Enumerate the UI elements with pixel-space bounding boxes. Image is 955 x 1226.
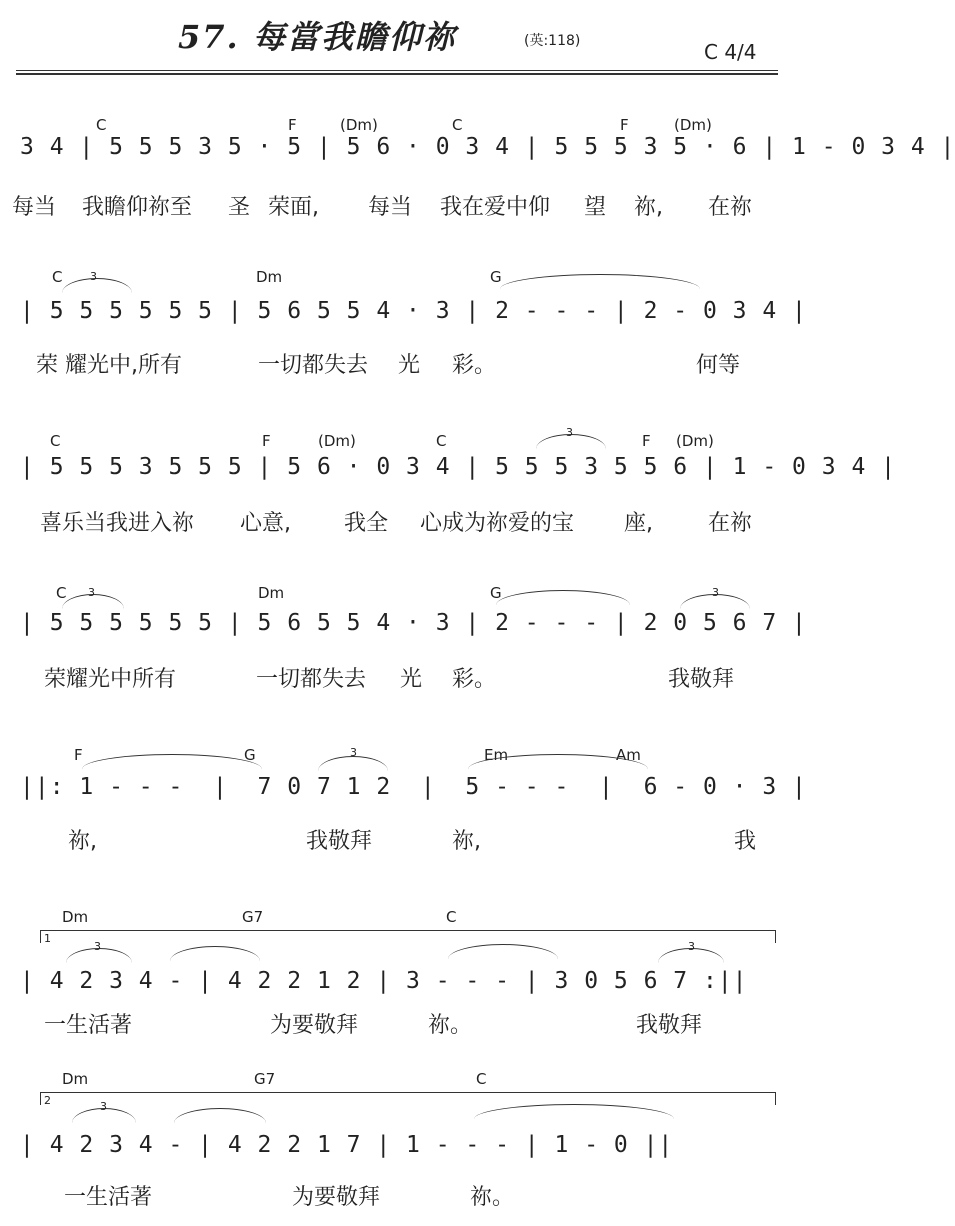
lyric: 我敬拜 xyxy=(636,1013,703,1038)
song-title: 57. 每當我瞻仰祢 xyxy=(178,18,457,56)
chord-row xyxy=(0,432,794,450)
lyric: 为要敬拜 xyxy=(292,1185,381,1210)
lyric: 祢, xyxy=(634,195,663,220)
lyric: 祢, xyxy=(452,829,481,854)
volta-bracket xyxy=(40,930,776,943)
chord-row xyxy=(0,1070,794,1088)
triplet-mark: 3 xyxy=(100,1100,107,1113)
volta-bracket xyxy=(40,1092,776,1105)
notation-row: | 4 2 3 4 - | 4 2 2 1 2 | 3 - - - | 3 0 5 6 7 :|| xyxy=(20,968,748,994)
lyric: 座, xyxy=(624,511,653,536)
lyric: 我敬拜 xyxy=(668,667,735,692)
triplet-mark: 3 xyxy=(566,426,573,439)
chord: F xyxy=(642,432,651,450)
lyric-row xyxy=(0,506,794,536)
lyric-row xyxy=(0,824,794,854)
chord: C xyxy=(446,908,457,926)
chord: C xyxy=(436,432,447,450)
key-signature: C 4/4 xyxy=(704,40,757,64)
chord: F xyxy=(262,432,271,450)
lyric: 荣面, xyxy=(268,195,319,220)
chord: F xyxy=(288,116,297,134)
lyric: 每当 xyxy=(12,195,57,220)
lyric: 圣 xyxy=(228,195,251,220)
chord-row xyxy=(0,584,794,602)
notation-row: ||: 1 - - - | 7 0 7 1 2 | 5 - - - | 6 - 0 · 3 | xyxy=(20,774,807,800)
chord: Dm xyxy=(256,268,283,286)
chord: Dm xyxy=(258,584,285,602)
triplet-mark: 3 xyxy=(712,586,719,599)
notation-row: | 5 5 5 5 5 5 | 5 6 5 5 4 · 3 | 2 - - - | 2 - 0 3 4 | xyxy=(20,298,807,324)
chord: (Dm) xyxy=(674,116,712,134)
lyric-row xyxy=(0,190,794,220)
lyric: 望 xyxy=(584,195,607,220)
chord: G xyxy=(244,746,256,764)
chord-row xyxy=(0,908,794,926)
lyric: 我敬拜 xyxy=(306,829,373,854)
chord: C xyxy=(96,116,107,134)
lyric: 我瞻仰祢至 xyxy=(82,195,193,220)
lyric: 在祢 xyxy=(708,195,753,220)
chord: C xyxy=(476,1070,487,1088)
lyric: 何等 xyxy=(696,353,741,378)
lyric-row xyxy=(0,1180,794,1210)
lyric: 我 xyxy=(734,829,757,854)
chord: F xyxy=(74,746,83,764)
lyric: 每当 xyxy=(368,195,413,220)
chord: C xyxy=(50,432,61,450)
lyric: 为要敬拜 xyxy=(270,1013,359,1038)
lyric: 一生活著 xyxy=(64,1185,153,1210)
chord: F xyxy=(620,116,629,134)
triplet-mark: 3 xyxy=(88,586,95,599)
tie xyxy=(170,946,260,961)
chord: Em xyxy=(484,746,509,764)
lyric: 喜乐当我进入祢 xyxy=(40,511,195,536)
triplet-mark: 3 xyxy=(688,940,695,953)
chord: (Dm) xyxy=(676,432,714,450)
notation-row: 3 4 | 5 5 5 3 5 · 5 | 5 6 · 0 3 4 | 5 5 5 3 5 · 6 | 1 - 0 3 4 | xyxy=(20,134,955,160)
lyric: 光 xyxy=(398,353,421,378)
lyric: 一切都失去 xyxy=(258,353,369,378)
lyric: 心意, xyxy=(240,511,291,536)
chord-row xyxy=(0,116,794,134)
song-reference: (英:118) xyxy=(524,33,581,49)
title-rule xyxy=(16,70,778,75)
chord: G xyxy=(490,268,502,286)
lyric: 光 xyxy=(400,667,423,692)
chord: (Dm) xyxy=(318,432,356,450)
lyric: 祢。 xyxy=(428,1013,473,1038)
chord: Dm xyxy=(62,1070,89,1088)
tie xyxy=(474,1104,674,1119)
notation-row: | 5 5 5 3 5 5 5 | 5 6 · 0 3 4 | 5 5 5 3 5 5 6 | 1 - 0 3 4 | xyxy=(20,454,896,480)
lyric: 祢。 xyxy=(470,1185,515,1210)
chord: Dm xyxy=(62,908,89,926)
lyric: 在祢 xyxy=(708,511,753,536)
triplet-mark: 3 xyxy=(94,940,101,953)
lyric: 一生活著 xyxy=(44,1013,133,1038)
chord: G7 xyxy=(254,1070,276,1088)
lyric: 心成为祢爱的宝 xyxy=(420,511,575,536)
notation-row: | 4 2 3 4 - | 4 2 2 1 7 | 1 - - - | 1 - 0 || xyxy=(20,1132,674,1158)
chord: (Dm) xyxy=(340,116,378,134)
volta-label: 2 xyxy=(44,1094,51,1107)
chord: C xyxy=(56,584,67,602)
lyric-row xyxy=(0,348,794,378)
chord: Am xyxy=(616,746,641,764)
lyric: 我全 xyxy=(344,511,389,536)
triplet-mark: 3 xyxy=(90,270,97,283)
tie xyxy=(448,944,558,959)
lyric: 我在爱中仰 xyxy=(440,195,551,220)
volta-label: 1 xyxy=(44,932,51,945)
tie xyxy=(174,1108,266,1123)
lyric: 荣耀光中所有 xyxy=(44,667,177,692)
chord: G7 xyxy=(242,908,264,926)
chord: C xyxy=(52,268,63,286)
lyric-row xyxy=(0,1008,794,1038)
lyric: 彩。 xyxy=(452,667,497,692)
chord: C xyxy=(452,116,463,134)
triplet-mark: 3 xyxy=(350,746,357,759)
chord: G xyxy=(490,584,502,602)
notation-row: | 5 5 5 5 5 5 | 5 6 5 5 4 · 3 | 2 - - - | 2 0 5 6 7 | xyxy=(20,610,807,636)
lyric: 荣 耀光中,所有 xyxy=(36,353,182,378)
lyric: 祢, xyxy=(68,829,97,854)
lyric: 一切都失去 xyxy=(256,667,367,692)
lyric: 彩。 xyxy=(452,353,497,378)
lyric-row xyxy=(0,662,794,692)
